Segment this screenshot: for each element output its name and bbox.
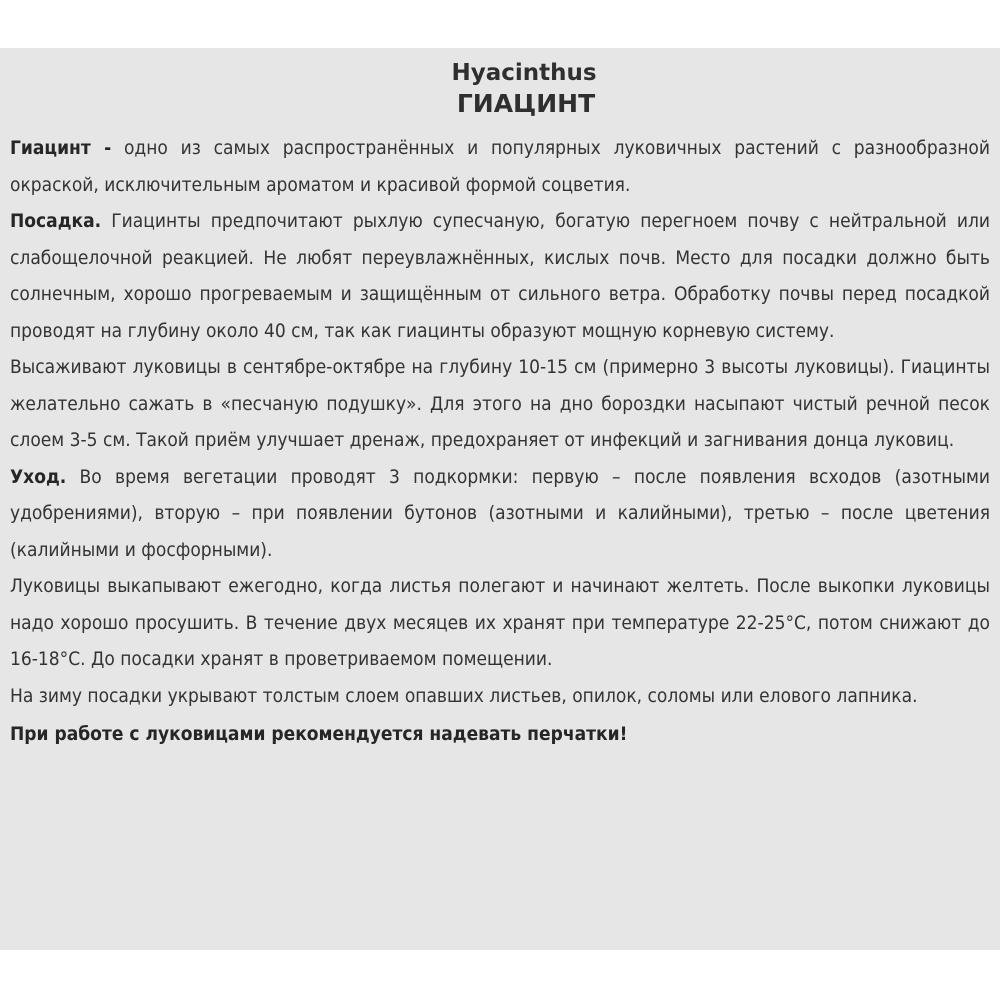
intro-lead: Гиацинт - bbox=[10, 137, 112, 159]
gloves-warning: При работе с луковицами рекомендуется надевать перчатки! bbox=[10, 723, 628, 745]
planting-lead: Посадка. bbox=[10, 210, 102, 232]
russian-title: ГИАЦИНТ bbox=[456, 89, 596, 118]
intro-text: одно из самых распространённых и популярных луковичных растений с разнообразной окраской, исключительным ароматом и красивой формой соцветия. bbox=[10, 137, 990, 196]
care-text: Во время вегетации проводят 3 подкормки: первую – после появления всходов (азотными удобрениями), вторую – при появлении бутонов (азотными и калийными), третью – после цветения (калийными и фосфорными). bbox=[10, 465, 990, 561]
planting-paragraph bbox=[10, 203, 990, 349]
intro-paragraph bbox=[10, 130, 990, 203]
digging-paragraph: Луковицы выкапывают ежегодно, когда листья полегают и начинают желтеть. После выкопки луковицы надо хорошо просушить. В течение двух месяцев их хранят при температуре 22-25°С, потом снижают до 16-18°С. До посадки хранят в проветриваемом помещении. bbox=[10, 575, 990, 670]
care-paragraph bbox=[10, 459, 990, 569]
planting-text: Гиацинты предпочитают рыхлую супесчаную, богатую перегноем почву с нейтральной или слабощелочной реакцией. Не любят переувлажнённых, кислых почв. Место для посадки должно быть солнечным, хорошо прогреваемым и защищённым от сильного ветра. Обработку почвы перед посадкой проводят на глубину около 40 см, так как гиацинты образуют мощную корневую систему. bbox=[10, 210, 990, 342]
instruction-sheet bbox=[0, 48, 1000, 950]
body-text bbox=[10, 130, 990, 753]
winter-paragraph: На зиму посадки укрывают толстым слоем опавших листьев, опилок, соломы или елового лапника. bbox=[10, 684, 918, 707]
care-lead: Уход. bbox=[10, 465, 67, 488]
planting-depth-paragraph: Высаживают луковицы в сентябре-октябре на глубину 10-15 см (примерно 3 высоты луковицы). Гиацинты желательно сажать в «песчаную подушку». Для этого на дно бороздки насыпают чистый речной песок слоем 3-5 см. Такой приём улучшает дренаж, предохраняет от инфекций и загнивания донца луковиц. bbox=[10, 356, 990, 451]
title-block bbox=[58, 58, 990, 120]
latin-title: Hyacinthus bbox=[451, 60, 597, 86]
